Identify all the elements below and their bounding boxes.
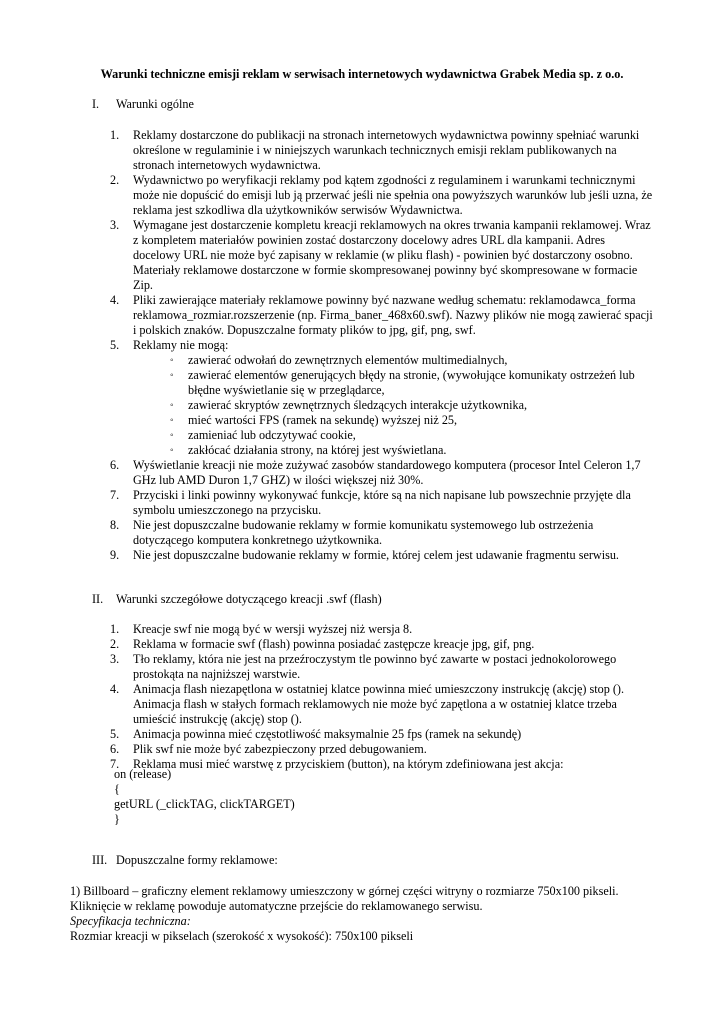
list-item: 6. Wyświetlanie kreacji nie może zużywać zasobów standardowego komputera (procesor Intel Celeron 1,7 GHz lub AMD Duron 1,7 GHZ) w ilości większej niż 30%.: [110, 458, 641, 487]
prohibitions-sublist: [133, 353, 655, 458]
billboard-line: Kliknięcie w reklamę powoduje automatyczne przejście do reklamowanego serwisu.: [70, 899, 483, 913]
bullet-icon: ◦: [170, 430, 174, 441]
list-item: 4. Animacja flash niezapętlona w ostatniej klatce powinna mieć umieszczony instrukcję (akcję) stop (). Animacja flash w stałych formach reklamowych nie może być zapętlona a w ostatniej klatce trzeba umieścić instrukcję (akcję) stop ().: [110, 682, 625, 726]
section-heading-text: Dopuszczalne formy reklamowe:: [116, 853, 278, 867]
sublist-item: ◦ mieć wartości FPS (ramek na sekundę) wyższej niż 25,: [170, 413, 458, 427]
sublist-item: ◦ zawierać odwołań do zewnętrznych elementów multimedialnych,: [170, 353, 508, 367]
list-item: 6. Plik swf nie może być zabezpieczony przed debugowaniem.: [110, 742, 427, 756]
list-item: 4. Pliki zawierające materiały reklamowe powinny być nazwane według schematu: reklamodawca_forma reklamowa_rozmiar.rozszerzenie (np. Firma_baner_468x60.swf). Nazwy plików nie mogą zawierać spacji i polskich znaków. Dopuszczalne formaty plików to jpg, gif, png, swf.: [110, 293, 653, 337]
bullet-icon: ◦: [170, 370, 174, 381]
sublist-item: ◦ zakłócać działania strony, na której jest wyświetlana.: [170, 443, 447, 457]
code-line: }: [114, 812, 120, 826]
document-title: Warunki techniczne emisji reklam w serwisach internetowych wydawnictwa Grabek Media sp. z o.o.: [100, 67, 624, 81]
bullet-icon: ◦: [170, 445, 174, 456]
list-item: 9. Nie jest dopuszczalne budowanie reklamy w formie, której celem jest udawanie fragmentu serwisu.: [110, 548, 619, 562]
code-line: on (release): [114, 767, 172, 781]
sublist-item: ◦ zamieniać lub odczytywać cookie,: [170, 428, 356, 442]
list-item: 7. Przyciski i linki powinny wykonywać funkcje, które są na nich napisane lub powszechnie przyjęte dla symbolu umieszczonego na przycisku.: [110, 488, 631, 517]
general-conditions-list: [110, 128, 655, 563]
section-heading-general: [92, 97, 194, 112]
section-number: II.: [92, 592, 104, 606]
sublist-item: ◦ zawierać elementów generujących błędy na stronie, (wywołujące komunikaty ostrzeżeń lub błędne wyświetlanie się w przeglądarce,: [170, 368, 635, 397]
section-heading-ad-forms: [92, 853, 278, 868]
code-line: getURL (_clickTAG, clickTARGET): [114, 797, 295, 811]
section-heading-swf: [92, 592, 382, 607]
bullet-icon: ◦: [170, 400, 174, 411]
code-line: {: [114, 782, 120, 796]
bullet-icon: ◦: [170, 355, 174, 366]
spec-label: Specyfikacja techniczna:: [70, 914, 191, 928]
code-block: [114, 767, 295, 827]
billboard-description: [70, 884, 670, 944]
section-heading-text: Warunki ogólne: [116, 97, 194, 111]
list-item: 5. Reklamy nie mogą: ◦ zawierać odwołań do zewnętrznych elementów multimedialnych, ◦ zawierać elementów generujących błędy na stronie, (wywołujące komunikaty ostrzeżeń lub błędne wyświetlanie się w przeglądarce, ◦ zawierać skryptów zewnętrznych śledzących interakcje użytkownika, ◦ mieć wartości FPS (ramek na sekundę) wyższej niż 25, ◦ zamieniać lub odczytywać cookie, ◦ zakłócać działania strony, na której jest wyświetlana.: [110, 338, 655, 458]
list-item: 1. Kreacje swf nie mogą być w wersji wyższej niż wersja 8.: [110, 622, 413, 636]
billboard-line: 1) Billboard – graficzny element reklamowy umieszczony w górnej części witryny o rozmiarze 750x100 pikseli.: [70, 884, 619, 898]
list-item: 8. Nie jest dopuszczalne budowanie reklamy w formie komunikatu systemowego lub ostrzeżenia dotyczącego komputera konkretnego użytkownika.: [110, 518, 594, 547]
list-item: 5. Animacja powinna mieć częstotliwość maksymalnie 25 fps (ramek na sekundę): [110, 727, 522, 741]
list-item: 3. Tło reklamy, która nie jest na przeźroczystym tle powinno być zawarte w postaci jednokolorowego prostokąta na najniższej warstwie.: [110, 652, 617, 681]
bullet-icon: ◦: [170, 415, 174, 426]
sublist-item: ◦ zawierać skryptów zewnętrznych śledzących interakcje użytkownika,: [170, 398, 528, 412]
section-number: III.: [92, 853, 108, 867]
swf-conditions-list: [110, 622, 655, 772]
list-item: 2. Wydawnictwo po weryfikacji reklamy pod kątem zgodności z regulaminem i warunkami technicznymi może nie dopuścić do emisji lub ją przerwać jeśli nie spełnia ona powyższych warunków lub jeśli uzna, że reklama jest szkodliwa dla użytkowników serwisów Wydawnictwa.: [110, 173, 653, 217]
list-item: 3. Wymagane jest dostarczenie kompletu kreacji reklamowych na okres trwania kampanii reklamowej. Wraz z kompletem materiałów powinien zostać dostarczony docelowy adres URL dla kampanii. Adres docelowy URL nie może być zapisany w reklamie (w pliku flash) - powinien być dostarczony osobno. Materiały reklamowe dostarczone w formie skompresowanej powinny być skompresowane w formacie Zip.: [110, 218, 651, 292]
spec-size-line: Rozmiar kreacji w pikselach (szerokość x wysokość): 750x100 pikseli: [70, 929, 414, 943]
section-number: I.: [92, 97, 100, 111]
list-item: 7. Reklama musi mieć warstwę z przyciskiem (button), na którym zdefiniowana jest akcja:: [110, 757, 564, 771]
list-item: 1. Reklamy dostarczone do publikacji na stronach internetowych wydawnictwa powinny spełniać warunki określone w regulaminie i w niniejszych warunkach technicznych emisji reklam publikowanych na stronach internetowych wydawnictwa.: [110, 128, 640, 172]
section-heading-text: Warunki szczegółowe dotyczącego kreacji .swf (flash): [116, 592, 382, 606]
list-item: 2. Reklama w formacie swf (flash) powinna posiadać zastępcze kreacje jpg, gif, png.: [110, 637, 535, 651]
